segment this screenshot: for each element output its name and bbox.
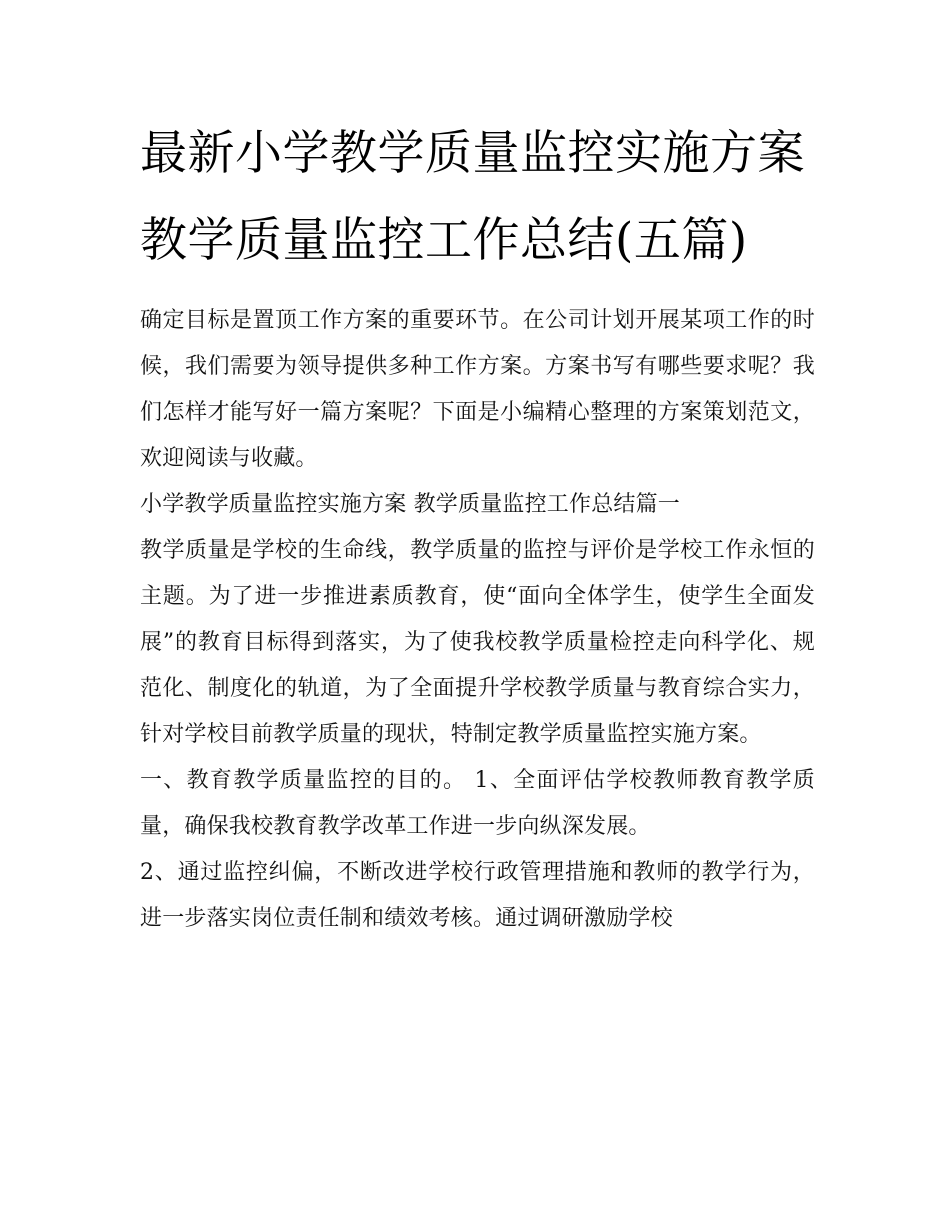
document-page bbox=[140, 110, 815, 942]
body-paragraph: 2、通过监控纠偏，不断改进学校行政管理措施和教师的教学行为，进一步落实岗位责任制和绩效考核。通过调研激励学校 bbox=[140, 860, 815, 931]
document-title: 最新小学教学质量监控实施方案 教学质量监控工作总结(五篇) bbox=[140, 126, 805, 268]
intro-paragraph: 确定目标是置顶工作方案的重要环节。在公司计划开展某项工作的时候，我们需要为领导提供多种工作方案。方案书写有哪些要求呢？我们怎样才能写好一篇方案呢？下面是小编精心整理的方案策划范文，欢迎阅读与收藏。 bbox=[140, 308, 815, 471]
section-heading: 小学教学质量监控实施方案 教学质量监控工作总结篇一 bbox=[140, 492, 680, 517]
body-paragraph: 一、教育教学质量监控的目的。 1、全面评估学校教师教育教学质量，确保我校教育教学改革工作进一步向纵深发展。 bbox=[140, 768, 815, 839]
body-paragraph: 教学质量是学校的生命线，教学质量的监控与评价是学校工作永恒的主题。为了进一步推进素质教育，使“面向全体学生，使学生全面发展”的教育目标得到落实，为了使我校教学质量检控走向科学化、规范化、制度化的轨道，为了全面提升学校教学质量与教育综合实力，针对学校目前教学质量的现状，特制定教学质量监控实施方案。 bbox=[140, 538, 815, 747]
